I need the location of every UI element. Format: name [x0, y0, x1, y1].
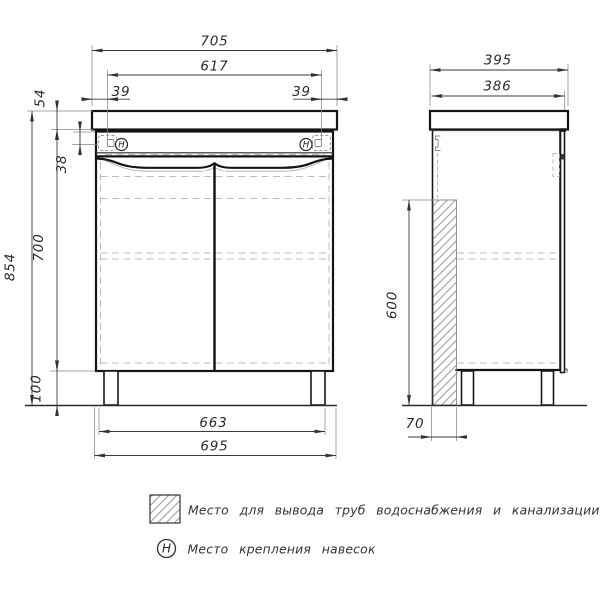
dim-100: 100: [28, 374, 45, 403]
side-countertop: [430, 111, 568, 130]
dim-663: 663: [199, 415, 228, 431]
side-leg-front: [462, 371, 474, 405]
dim-386: 386: [483, 78, 512, 95]
dim-70: 70: [405, 416, 425, 432]
dim-695: 695: [200, 438, 229, 455]
hinge-symbol-right: H: [302, 140, 310, 151]
pipe-zone-hatch: [433, 200, 456, 405]
side-view: [402, 111, 587, 406]
door-hinge-hidden: [553, 154, 560, 177]
hinge-legend-mark: H: [161, 541, 172, 556]
dim-395: 395: [483, 52, 513, 69]
legend-hinge-label: Место крепления навесок: [187, 541, 376, 557]
front-view: [25, 111, 337, 406]
dim-600: 600: [384, 290, 401, 320]
hatch-legend-swatch: [150, 495, 180, 523]
side-door-panel: [561, 131, 565, 373]
legend: [150, 495, 600, 558]
dim-617: 617: [200, 58, 229, 75]
door-top-trim: [560, 128, 567, 132]
dim-39-left: 39: [111, 84, 131, 100]
dim-38: 38: [54, 154, 70, 174]
legend-pipe-zone-label: Место для вывода труб водоснабжения и канализации: [188, 502, 600, 518]
hinge-symbol-left: H: [118, 140, 125, 151]
hinge-bracket: [436, 136, 441, 151]
front-leg-right: [311, 371, 325, 405]
dim-854: 854: [2, 252, 19, 282]
dim-39-right: 39: [292, 84, 311, 100]
side-leg-back: [542, 371, 554, 405]
door-hinge-mark: [561, 154, 565, 160]
front-leg-left: [104, 371, 118, 405]
dim-54: 54: [32, 88, 49, 108]
dim-700: 700: [31, 233, 47, 262]
front-countertop: [92, 111, 337, 130]
dim-705: 705: [200, 33, 229, 50]
